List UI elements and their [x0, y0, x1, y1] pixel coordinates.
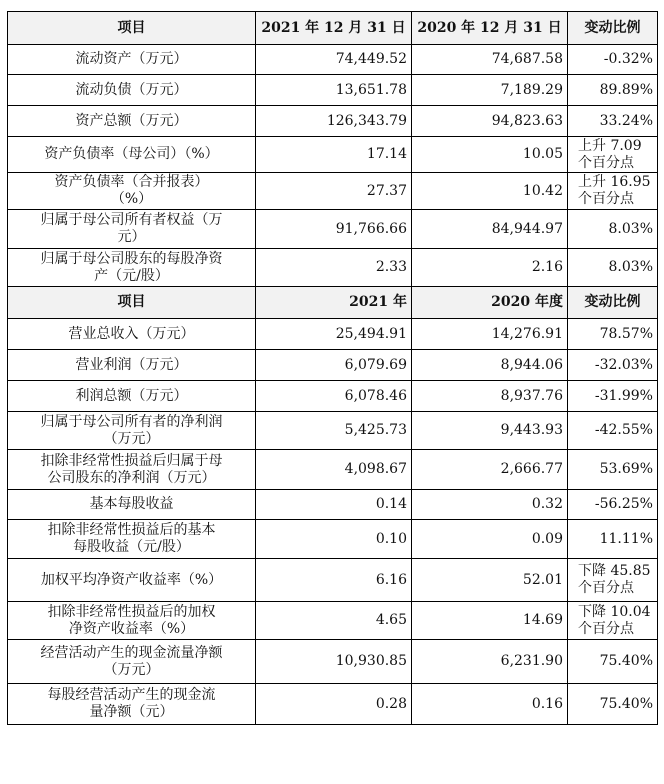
row-label-line: 营业总收入（万元）: [68, 325, 195, 342]
balance-change: [568, 137, 658, 173]
income-row-label: [8, 350, 256, 381]
income-value-2020: 14,276.91: [412, 319, 568, 350]
table-row: [8, 602, 658, 640]
income-value-2021: 0.14: [256, 490, 412, 520]
income-row-label: [8, 559, 256, 602]
balance-row-label: [8, 137, 256, 173]
table-row: [8, 45, 658, 75]
row-label-line: 扣除非经常性损益后的加权: [47, 603, 216, 620]
table-row: [8, 412, 658, 450]
balance-value-2021: 27.37: [256, 173, 412, 210]
row-label-line: 公司股东的净利润（万元）: [47, 469, 216, 486]
table-row: [8, 450, 658, 490]
row-label-line: （万元）: [103, 661, 160, 678]
income-change: [568, 490, 658, 520]
income-value-2021: 0.28: [256, 684, 412, 725]
change-line: 89.89%: [599, 81, 653, 98]
balance-change: [568, 173, 658, 210]
table-row: [8, 137, 658, 173]
balance-change: [568, 106, 658, 137]
change-line: 个百分点: [578, 191, 634, 207]
change-line: 53.69%: [599, 461, 653, 477]
table-body: [8, 12, 658, 725]
table-row: [8, 640, 658, 684]
row-label-line: 归属于母公司股东的每股净资: [40, 250, 223, 267]
income-value-2021: 4.65: [256, 602, 412, 640]
change-line: 上升 7.09: [578, 137, 642, 154]
income-header-col-2021: 2021 年: [256, 287, 412, 319]
income-value-2020: 14.69: [412, 602, 568, 640]
income-value-2020: 0.32: [412, 490, 568, 520]
balance-row-label: [8, 45, 256, 75]
income-value-2021: 25,494.91: [256, 319, 412, 350]
balance-value-2021: 17.14: [256, 137, 412, 173]
balance-value-2020: 2.16: [412, 249, 568, 287]
change-line: 个百分点: [578, 154, 634, 171]
table-row: [8, 319, 658, 350]
income-value-2021: 10,930.85: [256, 640, 412, 684]
table-row: [8, 350, 658, 381]
row-label-line: （%）: [110, 191, 153, 207]
income-row-label: [8, 520, 256, 559]
balance-value-2021: 13,651.78: [256, 75, 412, 106]
balance-change: [568, 249, 658, 287]
income-value-2021: 6,078.46: [256, 381, 412, 412]
table-row: [8, 490, 658, 520]
balance-value-2020: 84,944.97: [412, 210, 568, 249]
row-label-line: 归属于母公司所有者的净利润: [40, 413, 223, 430]
change-line: 11.11%: [599, 530, 653, 547]
row-label-line: 每股收益（元/股）: [73, 539, 190, 555]
income-change: [568, 381, 658, 412]
balance-change: [568, 45, 658, 75]
income-row-label: [8, 450, 256, 490]
row-label-line: 基本每股收益: [89, 496, 174, 512]
table-row: [8, 684, 658, 725]
income-value-2020: 0.09: [412, 520, 568, 559]
income-header-item: 项目: [8, 287, 256, 319]
income-header-change: 变动比例: [568, 287, 658, 319]
balance-value-2020: 94,823.63: [412, 106, 568, 137]
income-change: [568, 350, 658, 381]
income-value-2021: 4,098.67: [256, 450, 412, 490]
balance-change: [568, 210, 658, 249]
row-label-line: 资产负债率（合并报表）: [54, 174, 209, 190]
income-value-2020: 8,937.76: [412, 381, 568, 412]
income-change: [568, 640, 658, 684]
table-row: [8, 106, 658, 137]
change-line: -56.25%: [594, 496, 653, 512]
change-line: 个百分点: [578, 580, 634, 596]
row-label-line: 扣除非经常性损益后归属于母: [40, 452, 223, 469]
income-row-label: [8, 640, 256, 684]
income-value-2020: 9,443.93: [412, 412, 568, 450]
income-value-2021: 5,425.73: [256, 412, 412, 450]
change-line: 75.40%: [599, 695, 653, 712]
row-label-line: 营业利润（万元）: [75, 356, 188, 373]
balance-value-2021: 2.33: [256, 249, 412, 287]
change-line: -32.03%: [594, 356, 653, 373]
row-label-line: 净资产收益率（%）: [68, 620, 195, 637]
row-label-line: 加权平均净资产收益率（%）: [40, 571, 223, 588]
income-value-2020: 6,231.90: [412, 640, 568, 684]
table-row: [8, 249, 658, 287]
change-line: -31.99%: [594, 387, 653, 404]
row-label-line: 利润总额（万元）: [75, 387, 188, 404]
income-change: [568, 450, 658, 490]
change-line: 下降 45.85: [578, 563, 651, 579]
income-change: [568, 602, 658, 640]
income-change: [568, 412, 658, 450]
income-row-label: [8, 490, 256, 520]
income-change: [568, 319, 658, 350]
change-line: 个百分点: [578, 620, 634, 637]
income-value-2021: 6.16: [256, 559, 412, 602]
change-line: 下降 10.04: [578, 603, 651, 620]
row-label-line: 流动负债（万元）: [75, 81, 188, 98]
income-change: [568, 684, 658, 725]
table-row: [8, 520, 658, 559]
balance-change: [568, 75, 658, 106]
change-line: -0.32%: [603, 51, 653, 67]
income-header-col-2020: 2020 年度: [412, 287, 568, 319]
income-row-label: [8, 602, 256, 640]
balance-row-label: [8, 75, 256, 106]
balance-value-2021: 126,343.79: [256, 106, 412, 137]
financial-indicators-table: [7, 11, 658, 725]
balance-value-2021: 91,766.66: [256, 210, 412, 249]
balance-value-2020: 7,189.29: [412, 75, 568, 106]
header-item: 项目: [8, 12, 256, 45]
change-line: 8.03%: [608, 259, 653, 275]
row-label-line: 归属于母公司所有者权益（万: [40, 212, 223, 228]
income-value-2020: 2,666.77: [412, 450, 568, 490]
balance-row-label: [8, 173, 256, 210]
balance-row-label: [8, 106, 256, 137]
balance-row-label: [8, 249, 256, 287]
income-row-label: [8, 412, 256, 450]
change-line: -42.55%: [594, 422, 653, 438]
balance-value-2020: 74,687.58: [412, 45, 568, 75]
header-2021: 2021 年 12 月 31 日: [256, 12, 412, 45]
row-label-line: 产（元/股）: [94, 267, 169, 284]
table-row: [8, 75, 658, 106]
income-change: [568, 520, 658, 559]
income-value-2020: 8,944.06: [412, 350, 568, 381]
income-value-2021: 6,079.69: [256, 350, 412, 381]
income-value-2021: 0.10: [256, 520, 412, 559]
row-label-line: 每股经营活动产生的现金流: [47, 687, 216, 703]
row-label-line: 流动资产（万元）: [75, 51, 188, 67]
row-label-line: 扣除非经常性损益后的基本: [47, 522, 216, 538]
change-line: 75.40%: [599, 653, 653, 669]
income-row-label: [8, 684, 256, 725]
header-2020: 2020 年 12 月 31 日: [412, 12, 568, 45]
table-row: [8, 210, 658, 249]
income-value-2020: 52.01: [412, 559, 568, 602]
table-row: [8, 173, 658, 210]
row-label-line: 资产总额（万元）: [75, 112, 188, 129]
row-label-line: 资产负债率（母公司）（%）: [44, 146, 219, 162]
change-line: 33.24%: [599, 112, 653, 129]
row-label-line: （万元）: [103, 430, 160, 447]
change-line: 上升 16.95: [578, 174, 651, 190]
table-row: [8, 381, 658, 412]
row-label-line: 量净额（元）: [89, 704, 174, 720]
balance-value-2020: 10.42: [412, 173, 568, 210]
income-row-label: [8, 381, 256, 412]
income-change: [568, 559, 658, 602]
income-row-label: [8, 319, 256, 350]
row-label-line: 经营活动产生的现金流量净额: [40, 644, 223, 661]
balance-value-2021: 74,449.52: [256, 45, 412, 75]
balance-row-label: [8, 210, 256, 249]
row-label-line: 元）: [117, 229, 146, 245]
balance-value-2020: 10.05: [412, 137, 568, 173]
header-change: 变动比例: [568, 12, 658, 45]
balance-header-row: [8, 12, 658, 45]
change-line: 8.03%: [608, 220, 653, 237]
income-value-2020: 0.16: [412, 684, 568, 725]
income-header-row: [8, 287, 658, 319]
table-row: [8, 559, 658, 602]
change-line: 78.57%: [599, 325, 653, 342]
